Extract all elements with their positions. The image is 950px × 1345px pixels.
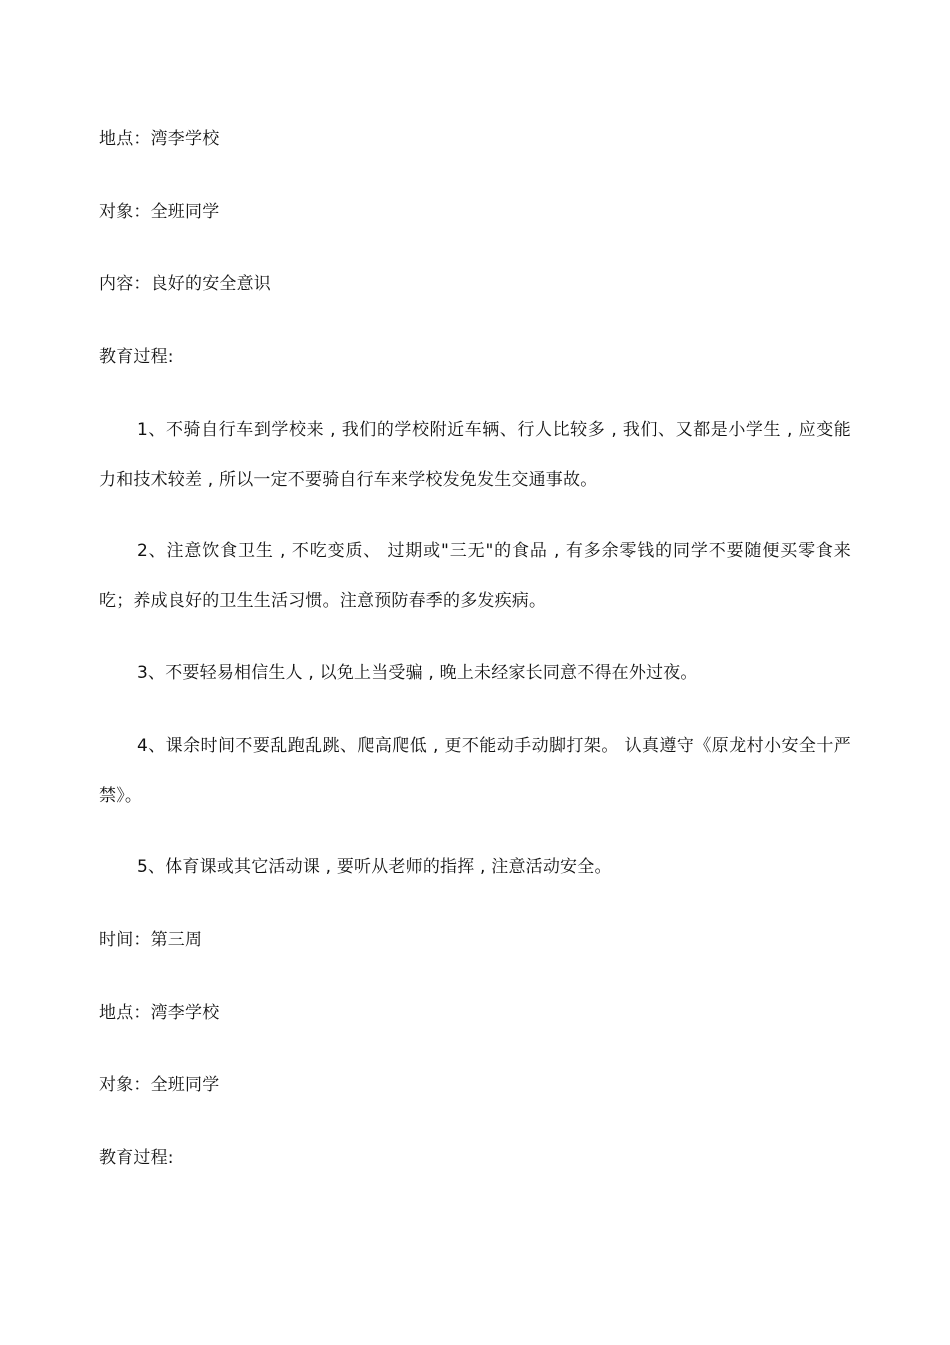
location-line: 地点：湾李学校 (99, 1003, 220, 1023)
time-line: 时间：第三周 (99, 930, 203, 950)
content-line: 内容：良好的安全意识 (99, 274, 271, 294)
list-item: 4、课余时间不要乱跑乱跳、爬高爬低 , 更不能动手动脚打架。 认真遵守《原龙村小安全十严禁》。 (99, 736, 851, 806)
audience-line: 对象：全班同学 (99, 1075, 220, 1095)
process-heading: 教育过程: (99, 1148, 174, 1168)
list-item: 2、注意饮食卫生 , 不吃变质、 过期或"三无"的食品 , 有多余零钱的同学不要随便买零食来吃；养成良好的卫生生活习惯。注意预防春季的多发疾病。 (99, 541, 851, 611)
list-item: 1、不骑自行车到学校来 , 我们的学校附近车辆、行人比较多 , 我们、又都是小学生 , 应变能力和技术较差 , 所以一定不要骑自行车来学校发免发生交通事故。 (99, 420, 851, 490)
list-item: 3、不要轻易相信生人 , 以免上当受骗 , 晚上未经家长同意不得在外过夜。 (137, 663, 698, 683)
audience-line: 对象：全班同学 (99, 202, 220, 222)
process-heading: 教育过程: (99, 347, 174, 367)
location-line: 地点：湾李学校 (99, 129, 220, 149)
list-item: 5、体育课或其它活动课 , 要听从老师的指挥 , 注意活动安全。 (137, 857, 612, 877)
